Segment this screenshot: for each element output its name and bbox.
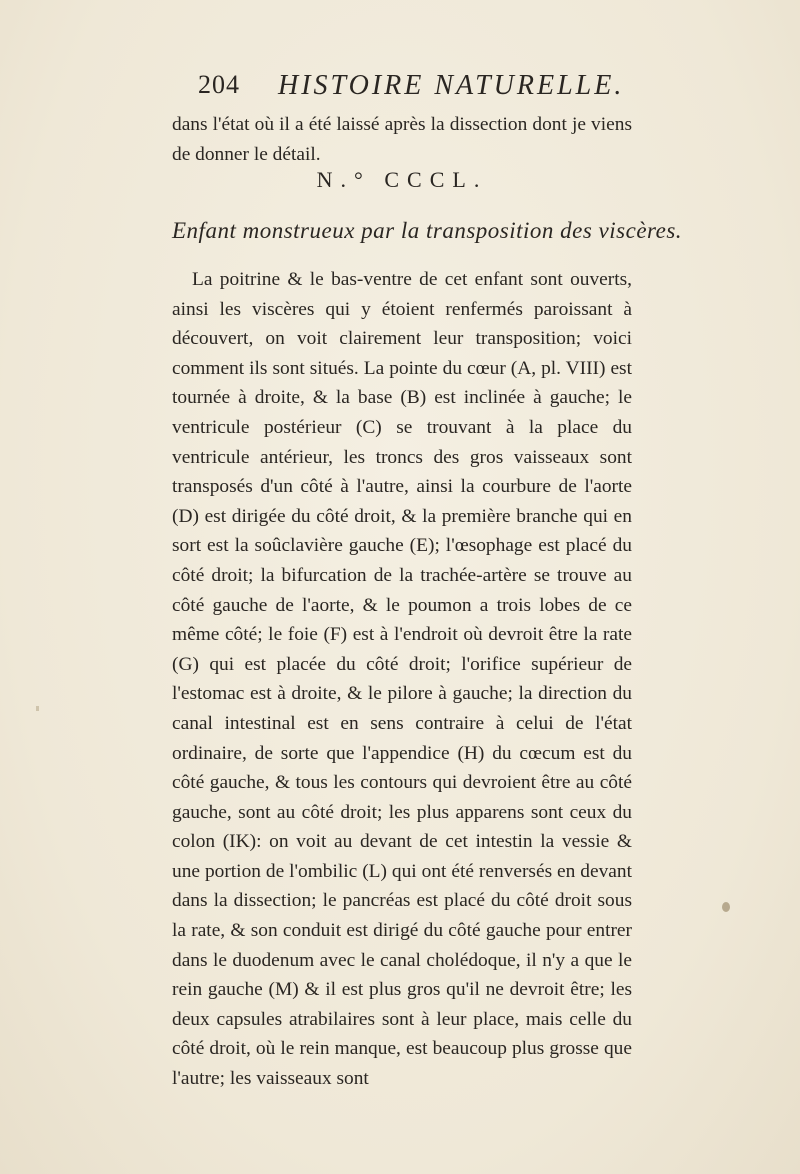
entry-title: Enfant monstrueux par la transposition des viscères. <box>172 218 683 243</box>
page-header <box>198 70 638 106</box>
page-number: 204 <box>198 70 240 99</box>
ink-stain <box>722 902 730 912</box>
intro-paragraph: dans l'état où il a été laissé après la dissection dont je viens de donner le détail. <box>172 114 632 165</box>
main-paragraph: La poitrine & le bas-ventre de cet enfant sont ouverts, ainsi les viscères qui y étoient renfermés paroissant à découvert, on voit clairement leur transposition; voici comment ils sont situés. La pointe du cœur (A, pl. VIII) est tournée à droite, & la base (B) est inclinée à gauche; le ventricule postérieur (C) se trouvant à la place du ventricule antérieur, les troncs des gros vaisseaux sont transposés d'un côté à l'autre, ainsi la courbure de l'aorte (D) est dirigée du côté droit, & la première branche qui en sort est la soûclavière gauche (E); l'œsophage est placé du côté droit; la bifurcation de la trachée-artère se trouve au côté gauche de l'aorte, & le poumon a trois lobes de ce même côté; le foie (F) est à l'endroit où devroit être la rate (G) qui est placée du côté droit; l'orifice supérieur de l'estomac est à droite, & le pilore à gauche; la direction du canal intestinal est en sens contraire à celui de l'état ordinaire, de sorte que l'appendice (H) du cœcum est du côté gauche, & tous les contours qui devroient être au côté gauche, sont au côté droit; les plus apparens sont ceux du colon (IK): on voit au devant de cet intestin la vessie & une portion de l'ombilic (L) qui ont été renversés en devant dans la dissection; le pancréas est placé du côté droit sous la rate, & son conduit est dirigé du côté gauche pour entrer dans le duodenum avec le canal cholédoque, il n'y a que le rein gauche (M) & il est plus gros qu'il ne devroit être; les deux capsules atrabilaires sont à leur place, mais celle du côté droit, où le rein manque, est beaucoup plus grosse que l'autre; les vaisseaux sont <box>172 269 632 1090</box>
running-title: HISTOIRE NATURELLE. <box>278 70 625 101</box>
entry-number: N.° CCCL. <box>316 167 488 192</box>
paper-mark <box>36 706 39 711</box>
